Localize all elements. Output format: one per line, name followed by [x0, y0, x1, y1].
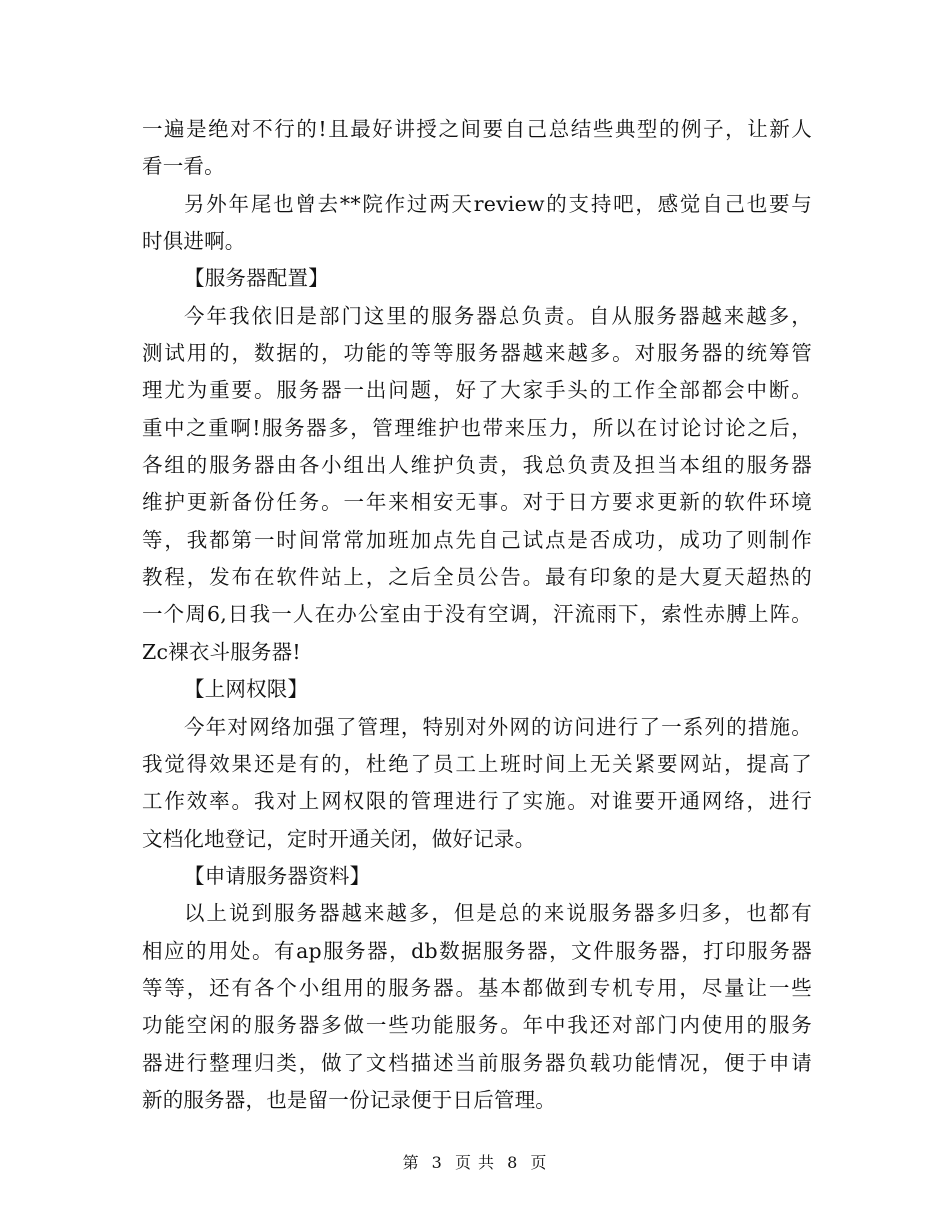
text-line: 各组的服务器由各小组出人维护负责，我总负责及担当本组的服务器: [142, 453, 812, 478]
text-line: 【服务器配置】: [184, 266, 329, 291]
text-line: Zc裸衣斗服务器!: [142, 639, 301, 664]
text-line: 以上说到服务器越来越多，但是总的来说服务器多归多，也都有: [184, 901, 812, 926]
text-line: 今年我依旧是部门这里的服务器总负责。自从服务器越来越多，: [184, 303, 812, 328]
text-line: 器进行整理归类，做了文档描述当前服务器负载功能情况，便于申请: [142, 1050, 812, 1075]
page-footer: [0, 1150, 950, 1173]
footer-total-pages: 8: [507, 1153, 519, 1172]
footer-middle: 页 共: [454, 1153, 496, 1172]
text-line: 文档化地登记，定时开通关闭，做好记录。: [142, 826, 536, 851]
text-line: 看一看。: [142, 154, 225, 179]
text-line: 重中之重啊!服务器多，管理维护也带来压力，所以在讨论讨论之后，: [142, 415, 812, 440]
footer-suffix: 页: [530, 1153, 548, 1172]
text-line: 工作效率。我对上网权限的管理进行了实施。对谁要开通网络，进行: [142, 789, 812, 814]
text-line: 教程，发布在软件站上，之后全员公告。最有印象的是大夏天超热的: [142, 565, 812, 590]
text-line: 今年对网络加强了管理，特别对外网的访问进行了一系列的措施。: [184, 714, 812, 739]
text-line: 一遍是绝对不行的!且最好讲授之间要自己总结些典型的例子，让新人: [142, 117, 812, 141]
text-line: 等，我都第一时间常常加班加点先自己试点是否成功，成功了则制作: [142, 527, 812, 552]
text-line: 新的服务器，也是留一份记录便于日后管理。: [142, 1087, 556, 1112]
text-line: 我觉得效果还是有的，杜绝了员工上班时间上无关紧要网站，提高了: [142, 751, 812, 776]
text-line: 功能空闲的服务器多做一些功能服务。年中我还对部门内使用的服务: [142, 1013, 812, 1038]
document-body: [142, 111, 812, 1119]
text-line: 【申请服务器资料】: [184, 863, 371, 888]
text-line: 【上网权限】: [184, 677, 309, 702]
text-line: 测试用的，数据的，功能的等等服务器越来越多。对服务器的统筹管: [142, 341, 812, 366]
text-line: 时俱进啊。: [142, 229, 246, 254]
text-line: 理尤为重要。服务器一出问题，好了大家手头的工作全部都会中断。: [142, 378, 812, 403]
text-line: 等等，还有各个小组用的服务器。基本都做到专机专用，尽量让一些: [142, 975, 812, 1000]
footer-prefix: 第: [402, 1153, 420, 1172]
footer-page-number: 3: [431, 1153, 443, 1172]
text-line: 另外年尾也曾去**院作过两天review的支持吧，感觉自己也要与: [184, 191, 812, 216]
text-line: 一个周6,日我一人在办公室由于没有空调，汗流雨下，索性赤膊上阵。: [142, 602, 812, 627]
text-line: 维护更新备份任务。一年来相安无事。对于日方要求更新的软件环境: [142, 490, 812, 515]
text-line: 相应的用处。有ap服务器，db数据服务器，文件服务器，打印服务器: [142, 938, 812, 963]
